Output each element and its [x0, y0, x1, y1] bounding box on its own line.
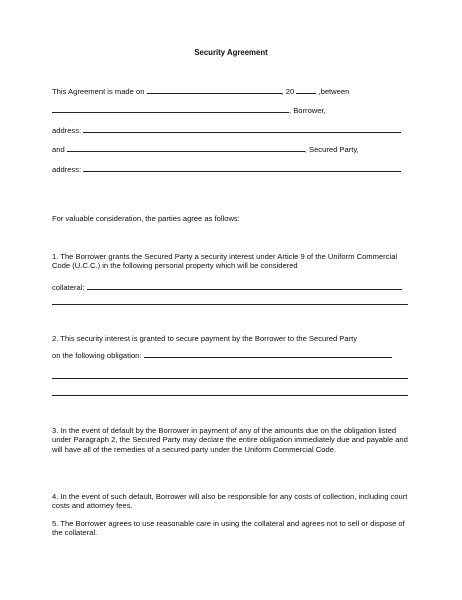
obligation-field[interactable]	[144, 350, 392, 358]
collateral-extra-line[interactable]	[52, 304, 408, 305]
agreement-date-row	[52, 86, 349, 96]
obligation-label: on the following obligation:	[52, 351, 142, 360]
secured-party-label: , Secured Party,	[304, 145, 359, 154]
year-prefix-label: , 20	[281, 87, 295, 96]
secured-party-name-field[interactable]	[67, 144, 305, 152]
clause-5-text: 5. The Borrower agrees to use reasonable care in using the collateral and agrees not to sell or dispose of the collateral.	[52, 519, 405, 538]
secured-party-address-label: address:	[52, 165, 82, 174]
and-label: and	[52, 145, 65, 154]
obligation-extra-line-1[interactable]	[52, 378, 408, 379]
year-field[interactable]	[296, 86, 316, 94]
borrower-address-label: address:	[52, 126, 82, 135]
clause-1-text: 1. The Borrower grants the Secured Party a security interest under Article 9 of the Uniform Commercial Code (U.C.C.) in the following personal property which will be considered	[52, 252, 398, 271]
clause-4-text: 4. In the event of such default, Borrower will also be responsible for any costs of collection, including court costs and attorney fees.	[52, 492, 408, 511]
secured-party-row	[52, 144, 359, 154]
secured-party-address-field[interactable]	[83, 164, 401, 172]
made-on-label: This Agreement is made on	[52, 87, 145, 96]
borrower-address-row	[52, 125, 401, 135]
borrower-label: , Borrower,	[289, 106, 326, 115]
between-label: ,between	[318, 87, 350, 96]
borrower-row	[52, 105, 326, 115]
page-title: Security Agreement	[194, 48, 268, 57]
clause-2-text: 2. This security interest is granted to secure payment by the Borrower to the Secured Party	[52, 334, 358, 343]
collateral-label: collateral:	[52, 283, 85, 292]
collateral-row	[52, 282, 402, 292]
borrower-name-field[interactable]	[52, 105, 289, 113]
borrower-address-field[interactable]	[83, 125, 401, 133]
clause-3-text: 3. In the event of default by the Borrower in payment of any of the amounts due on the obligation listed under Paragraph 2, the Secured Party may declare the entire obligation immediately due and payable and will have all of the remedies of a secured party under the Uniform Commercial Code.	[52, 426, 408, 454]
obligation-row	[52, 350, 392, 360]
collateral-field[interactable]	[87, 282, 402, 290]
date-field[interactable]	[147, 86, 282, 94]
obligation-extra-line-2[interactable]	[52, 395, 408, 396]
secured-party-address-row	[52, 164, 401, 174]
intro-text: For valuable consideration, the parties agree as follows:	[52, 214, 240, 223]
